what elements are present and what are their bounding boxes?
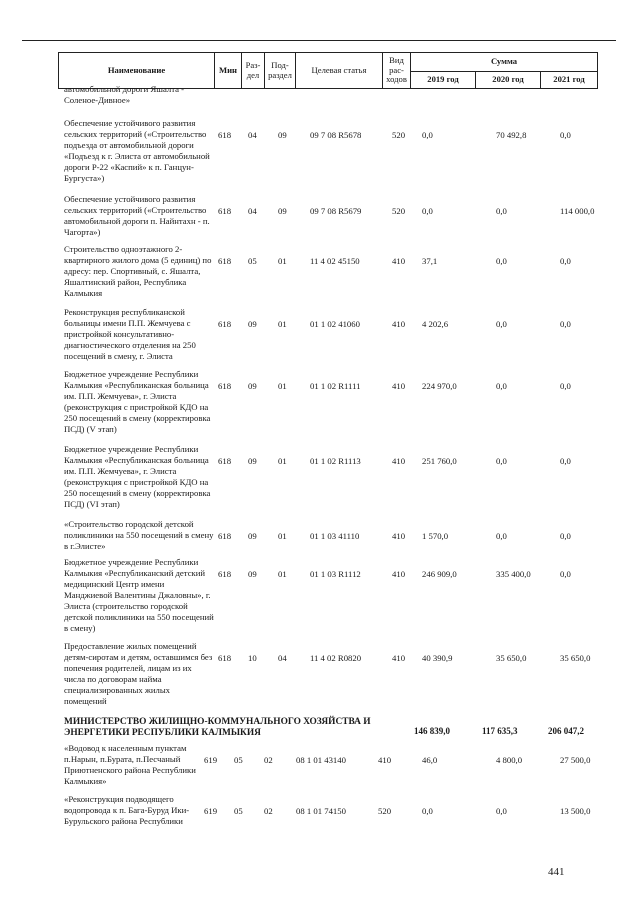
cell-2020: 4 800,0 [496, 755, 523, 765]
top-rule [22, 40, 616, 41]
cell-2019: 0,0 [422, 130, 433, 140]
cell-target: 11 4 02 R0820 [310, 653, 362, 663]
cell-2020: 0,0 [496, 456, 507, 466]
cell-2021: 0,0 [560, 319, 571, 329]
header-podrazdel: Под-раздел [265, 53, 296, 89]
cell-2020: 0,0 [496, 381, 507, 391]
cell-podrazdel: 02 [264, 806, 273, 816]
cell-target: 08 1 01 74150 [296, 806, 346, 816]
cell-2019: 0,0 [422, 806, 433, 816]
cell-target: 01 1 03 R1112 [310, 569, 361, 579]
page-number: 441 [548, 866, 565, 878]
header-name: Наименование [59, 53, 215, 89]
cell-podrazdel: 02 [264, 755, 273, 765]
cell-target: 09 7 08 R5678 [310, 130, 362, 140]
cell-min: 619 [204, 755, 218, 765]
row-name: «Водовод к населенным пунктам п.Нарын, п.Бурата, п.Песчаный Приютненского района Республики Калмыкия» [64, 743, 196, 786]
cell-podrazdel: 09 [278, 206, 287, 216]
cell-min: 618 [218, 456, 232, 466]
cell-podrazdel: 01 [278, 319, 287, 329]
header-razdel: Раз-дел [242, 53, 265, 89]
cell-min: 618 [218, 381, 232, 391]
header-min: Мин [215, 53, 242, 89]
cell-2020: 0,0 [496, 256, 507, 266]
header-2019: 2019 год [411, 72, 476, 89]
cell-2020: 0,0 [496, 319, 507, 329]
cell-target: 01 1 03 41110 [310, 531, 360, 541]
cell-2020: 70 492,8 [496, 130, 527, 140]
cell-2019: 246 909,0 [422, 569, 457, 579]
cell-podrazdel: 01 [278, 531, 287, 541]
cell-2019: 0,0 [422, 206, 433, 216]
row-name: Бюджетное учреждение Республики Калмыкия «Республиканская больница им. П.П. Жемчуева», г. Элиста (реконструкция с пристройкой КДО на 250 посещений в смену (корректировка ПСД) (V этап) [64, 369, 211, 434]
cell-2021: 27 500,0 [560, 755, 591, 765]
row-name: Предоставление жилых помещений детям-сиротам и детям, оставшимся без попечения родителей, лицам из их числа по договорам найма специализированных жилых помещений [64, 641, 213, 706]
header-2021: 2021 год [541, 72, 598, 89]
cell-podrazdel: 01 [278, 569, 287, 579]
header-vid: Вид рас-ходов [383, 53, 411, 89]
cell-2021: 0,0 [560, 569, 571, 579]
cell-razdel: 09 [248, 381, 257, 391]
cell-razdel: 05 [234, 755, 243, 765]
cell-min: 618 [218, 653, 232, 663]
cell-2021: 35 650,0 [560, 653, 591, 663]
header-target: Целевая статья [296, 53, 383, 89]
cell-vid: 410 [392, 319, 406, 329]
cell-razdel: 09 [248, 531, 257, 541]
cell-vid: 410 [378, 755, 392, 765]
cell-2021: 0,0 [560, 381, 571, 391]
row-name: Бюджетное учреждение Республики Калмыкия «Республиканская больница им. П.П. Жемчуева», г. Элиста (реконструкция с пристройкой КДО на 250 посещений в смену (корректировка ПСД) (VI этап) [64, 444, 211, 509]
cell-podrazdel: 01 [278, 381, 287, 391]
cell-2020: 0,0 [496, 531, 507, 541]
cell-2021: 114 000,0 [560, 206, 595, 216]
cell-2019: 1 570,0 [422, 531, 449, 541]
cell-podrazdel: 09 [278, 130, 287, 140]
row-name: Реконструкция республиканской больницы имени П.П. Жемчуева с пристройкой консультативно-диагностического отделения на 250 посещений в смену, г. Элиста [64, 307, 196, 361]
cell-razdel: 05 [234, 806, 243, 816]
cell-vid: 410 [392, 531, 406, 541]
cell-min: 618 [218, 569, 232, 579]
cell-vid: 520 [392, 206, 406, 216]
row-name: «Реконструкция подводящего водопровода к п. Бага-Буруд Ики-Бурульского района Республики [64, 794, 190, 826]
cell-2020: 0,0 [496, 806, 507, 816]
ministry-title: МИНИСТЕРСТВО ЖИЛИЩНО-КОММУНАЛЬНОГО ХОЗЯЙСТВА И ЭНЕРГЕТИКИ РЕСПУБЛИКИ КАЛМЫКИЯ [64, 717, 371, 738]
cell-vid: 520 [378, 806, 392, 816]
cell-min: 618 [218, 256, 232, 266]
cell-2021: 0,0 [560, 130, 571, 140]
cell-podrazdel: 04 [278, 653, 287, 663]
cell-vid: 410 [392, 653, 406, 663]
cell-target: 01 1 02 R1111 [310, 381, 361, 391]
cell-razdel: 09 [248, 569, 257, 579]
cell-2021: 0,0 [560, 531, 571, 541]
row-name: Обеспечение устойчивого развития сельских территорий («Строительство подъезда от автомобильной дороги «Подъезд к г. Элиста от автомобильной дороги Р-22 «Каспий» к п. Ганцун-Бургуста») [64, 118, 210, 183]
row-name: «Строительство городской детской поликлиники на 550 посещений в смену в г.Элисте» [64, 519, 214, 551]
cell-min: 618 [218, 130, 232, 140]
cell-2021: 0,0 [560, 456, 571, 466]
cell-target: 09 7 08 R5679 [310, 206, 362, 216]
cell-min: 619 [204, 806, 218, 816]
cell-razdel: 09 [248, 456, 257, 466]
header-summa: Сумма [411, 53, 598, 72]
cell-2019: 37,1 [422, 256, 438, 266]
cell-2020: 335 400,0 [496, 569, 531, 579]
cell-2019: 251 760,0 [422, 456, 457, 466]
row-name: автомобильной дороги Яшалта - Соленое-Дивное» [64, 84, 185, 105]
ministry-total-2020: 117 635,3 [482, 726, 518, 736]
cell-vid: 410 [392, 256, 406, 266]
ministry-total-2021: 206 047,2 [548, 726, 584, 736]
header-2020: 2020 год [476, 72, 541, 89]
cell-target: 11 4 02 45150 [310, 256, 360, 266]
cell-razdel: 04 [248, 130, 257, 140]
cell-razdel: 09 [248, 319, 257, 329]
cell-target: 08 1 01 43140 [296, 755, 346, 765]
cell-razdel: 10 [248, 653, 257, 663]
cell-min: 618 [218, 206, 232, 216]
cell-2020: 35 650,0 [496, 653, 527, 663]
cell-2019: 46,0 [422, 755, 438, 765]
cell-razdel: 05 [248, 256, 257, 266]
cell-podrazdel: 01 [278, 456, 287, 466]
cell-2020: 0,0 [496, 206, 507, 216]
cell-min: 618 [218, 319, 232, 329]
cell-vid: 410 [392, 381, 406, 391]
cell-razdel: 04 [248, 206, 257, 216]
cell-target: 01 1 02 41060 [310, 319, 360, 329]
cell-2021: 13 500,0 [560, 806, 591, 816]
cell-min: 618 [218, 531, 232, 541]
cell-2019: 40 390,9 [422, 653, 453, 663]
ministry-total-2019: 146 839,0 [414, 726, 450, 736]
row-name: Бюджетное учреждение Республики Калмыкия «Республиканский детский медицинский Центр имени Манджиевой Валентины Джаловны», г. Элиста (строительство городской детской поликлиники на 550 посещений в смену) [64, 557, 214, 633]
cell-vid: 520 [392, 130, 406, 140]
cell-2019: 224 970,0 [422, 381, 457, 391]
cell-podrazdel: 01 [278, 256, 287, 266]
cell-vid: 410 [392, 569, 406, 579]
cell-2021: 0,0 [560, 256, 571, 266]
cell-2019: 4 202,6 [422, 319, 449, 329]
cell-target: 01 1 02 R1113 [310, 456, 361, 466]
cell-vid: 410 [392, 456, 406, 466]
row-name: Обеспечение устойчивого развития сельских территорий («Строительство автомобильной дороги п. Найнтахн - п. Чагорта») [64, 194, 210, 237]
row-name: Строительство одноэтажного 2-квартирного жилого дома (5 единиц) по адресу: пер. Спортивный, с. Яшалта, Яшалтинский район, Республика Калмыкия [64, 244, 212, 298]
